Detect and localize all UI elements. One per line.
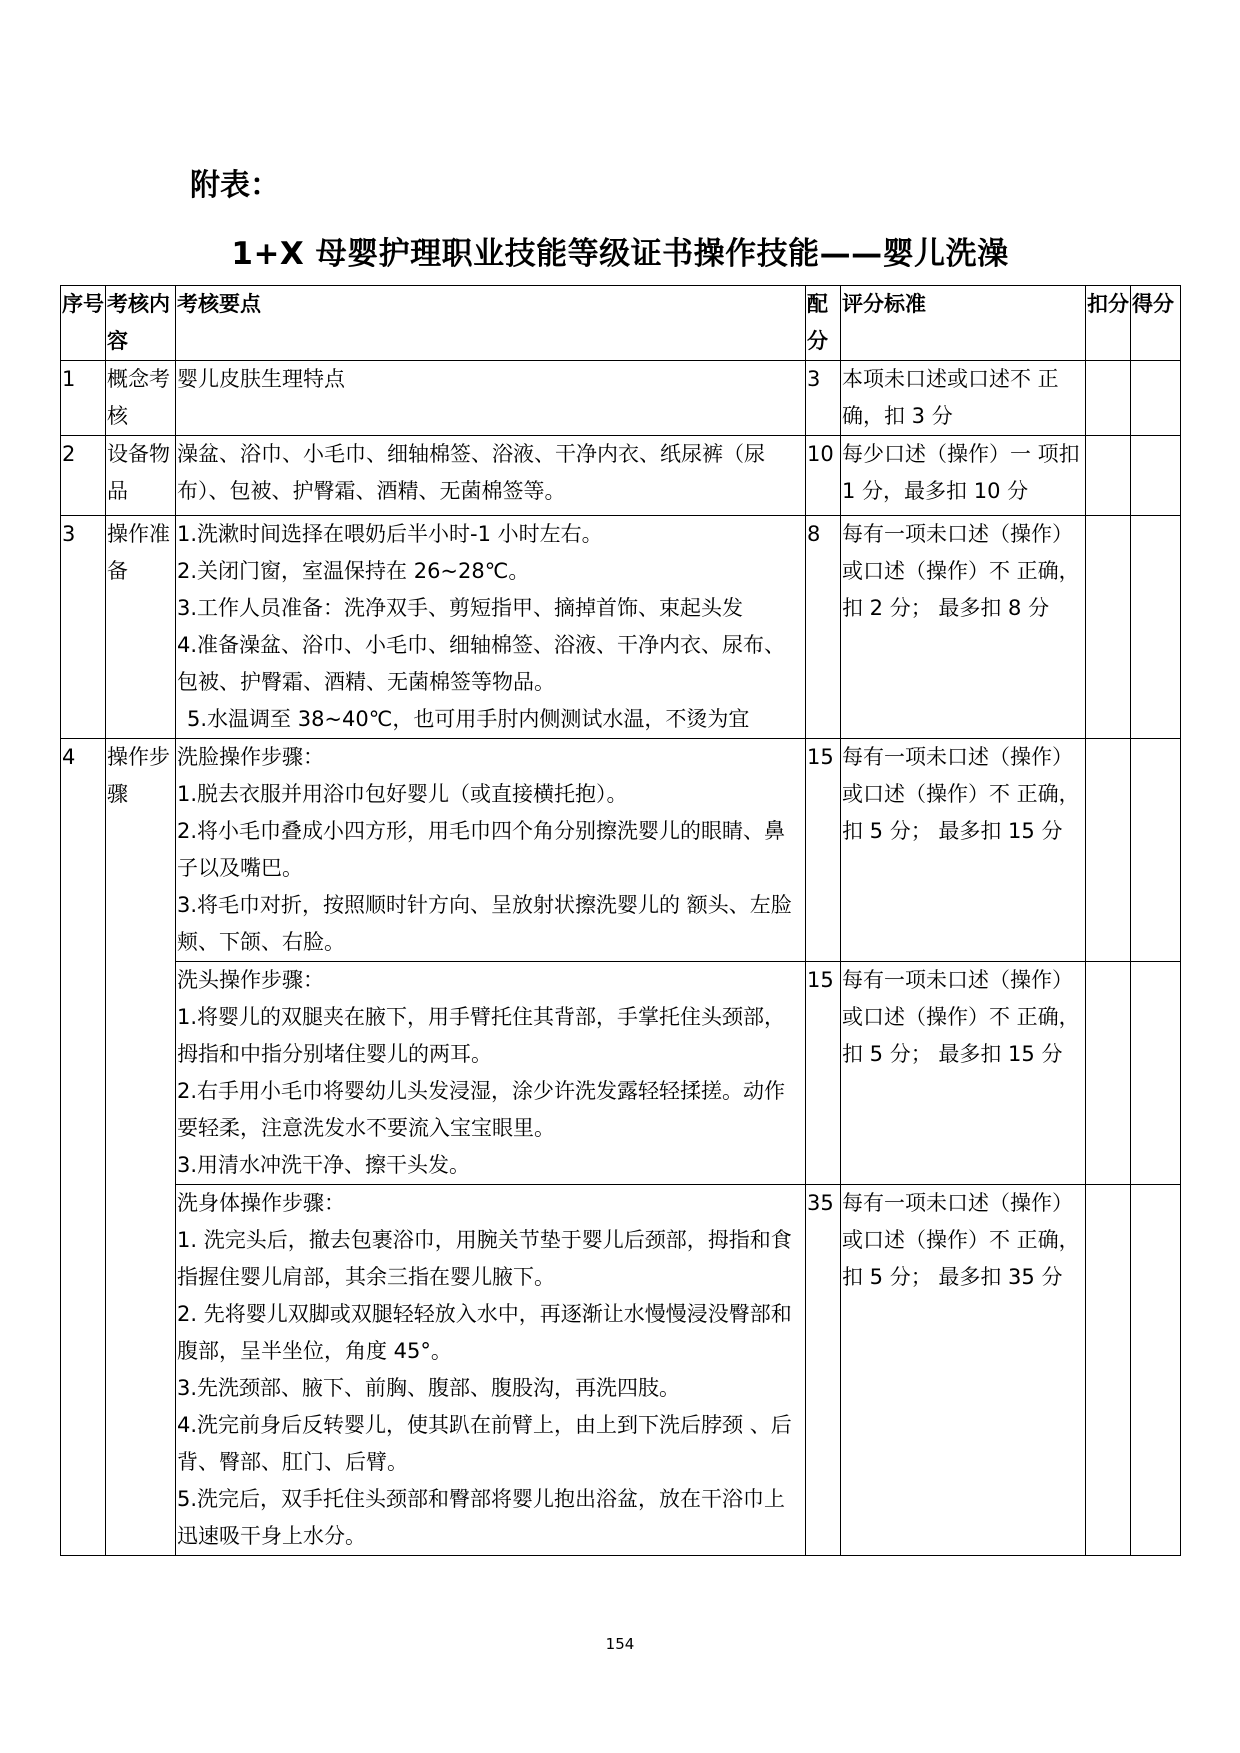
table-row <box>61 962 1181 1185</box>
cell-content: 概念考核 <box>106 361 176 436</box>
cell-points <box>176 516 806 739</box>
cell-criteria: 每少口述（操作）一 项扣 1 分，最多扣 10 分 <box>841 436 1086 516</box>
point-line: 婴儿皮肤生理特点 <box>177 367 345 391</box>
point-line: 洗脸操作步骤： <box>177 745 324 769</box>
cell-points <box>176 739 806 962</box>
cell-deduct <box>1086 1185 1131 1556</box>
cell-no: 4 <box>61 739 106 1556</box>
point-line: 2. 先将婴儿双脚或双腿轻轻放入水中，再逐渐让水慢慢浸没臀部和腹部，呈半坐位，角度 45°。 <box>177 1302 792 1363</box>
cell-get <box>1131 516 1181 739</box>
cell-criteria: 每有一项未口述（操作）或口述（操作）不 正确，扣 2 分； 最多扣 8 分 <box>841 516 1086 739</box>
cell-score: 3 <box>806 361 841 436</box>
cell-get <box>1131 361 1181 436</box>
header-no: 序号 <box>61 286 106 361</box>
header-get: 得分 <box>1131 286 1181 361</box>
table-row <box>61 739 1181 962</box>
cell-score: 8 <box>806 516 841 739</box>
cell-criteria: 每有一项未口述（操作）或口述（操作）不 正确，扣 5 分； 最多扣 15 分 <box>841 739 1086 962</box>
table-row <box>61 1185 1181 1556</box>
cell-get <box>1131 1185 1181 1556</box>
table-row <box>61 516 1181 739</box>
point-line: 4.准备澡盆、浴巾、小毛巾、细轴棉签、浴液、干净内衣、尿布、包被、护臀霜、酒精、无菌棉签等物品。 <box>177 633 786 694</box>
cell-points <box>176 962 806 1185</box>
point-line: 2.将小毛巾叠成小四方形，用毛巾四个角分别擦洗婴儿的眼睛、鼻子以及嘴巴。 <box>177 819 786 880</box>
cell-get <box>1131 739 1181 962</box>
scoring-table <box>60 285 1181 1556</box>
header-score: 配分 <box>806 286 841 361</box>
cell-points <box>176 361 806 436</box>
point-line: 1. 洗完头后，撤去包裹浴巾，用腕关节垫于婴儿后颈部，拇指和食指握住婴儿肩部，其余三指在婴儿腋下。 <box>177 1228 792 1289</box>
cell-criteria: 本项未口述或口述不 正确，扣 3 分 <box>841 361 1086 436</box>
header-content: 考核内容 <box>106 286 176 361</box>
point-line: 2.关闭门窗，室温保持在 26~28℃。 <box>177 559 530 583</box>
cell-no: 2 <box>61 436 106 516</box>
cell-criteria: 每有一项未口述（操作）或口述（操作）不 正确，扣 5 分； 最多扣 35 分 <box>841 1185 1086 1556</box>
point-line: 澡盆、浴巾、小毛巾、细轴棉签、浴液、干净内衣、纸尿裤（尿布）、包被、护臀霜、酒精、无菌棉签等。 <box>177 442 765 503</box>
header-criteria: 评分标准 <box>841 286 1086 361</box>
point-line: 1.脱去衣服并用浴巾包好婴儿（或直接横托抱）。 <box>177 782 628 806</box>
appendix-label: 附表： <box>190 168 280 203</box>
cell-deduct <box>1086 436 1131 516</box>
table-header-row <box>61 286 1181 361</box>
cell-deduct <box>1086 962 1131 1185</box>
cell-content: 操作步骤 <box>106 739 176 1556</box>
cell-score: 15 <box>806 739 841 962</box>
point-line: 3.先洗颈部、腋下、前胸、腹部、腹股沟，再洗四肢。 <box>177 1376 681 1400</box>
cell-score: 35 <box>806 1185 841 1556</box>
point-line: 5.水温调至 38~40℃，也可用手肘内侧测试水温，不烫为宜 <box>187 707 750 731</box>
point-line: 4.洗完前身后反转婴儿，使其趴在前臂上，由上到下洗后脖颈 、后背、臀部、肛门、后臂。 <box>177 1413 792 1474</box>
page-number: 154 <box>605 1635 635 1653</box>
point-line: 洗身体操作步骤： <box>177 1191 345 1215</box>
point-line: 2.右手用小毛巾将婴幼儿头发浸湿，涂少许洗发露轻轻揉搓。动作要轻柔，注意洗发水不要流入宝宝眼里。 <box>177 1079 786 1140</box>
cell-criteria: 每有一项未口述（操作）或口述（操作）不 正确，扣 5 分； 最多扣 15 分 <box>841 962 1086 1185</box>
cell-content: 设备物品 <box>106 436 176 516</box>
point-line: 3.用清水冲洗干净、擦干头发。 <box>177 1153 471 1177</box>
point-line: 洗头操作步骤： <box>177 968 324 992</box>
cell-deduct <box>1086 361 1131 436</box>
cell-content: 操作准备 <box>106 516 176 739</box>
table-row <box>61 361 1181 436</box>
cell-score: 10 <box>806 436 841 516</box>
header-points: 考核要点 <box>176 286 806 361</box>
document-title: 1+X 母婴护理职业技能等级证书操作技能——婴儿洗澡 <box>231 236 1009 272</box>
cell-no: 1 <box>61 361 106 436</box>
point-line: 3.工作人员准备：洗净双手、剪短指甲、摘掉首饰、束起头发 <box>177 596 744 620</box>
point-line: 5.洗完后，双手托住头颈部和臀部将婴儿抱出浴盆，放在干浴巾上迅速吸干身上水分。 <box>177 1487 786 1548</box>
point-line: 1.洗漱时间选择在喂奶后半小时-1 小时左右。 <box>177 522 603 546</box>
point-line: 1.将婴儿的双腿夹在腋下，用手臂托住其背部，手掌托住头颈部，拇指和中指分别堵住婴儿的两耳。 <box>177 1005 786 1066</box>
cell-deduct <box>1086 516 1131 739</box>
cell-score: 15 <box>806 962 841 1185</box>
cell-points <box>176 436 806 516</box>
table-row <box>61 436 1181 516</box>
cell-points <box>176 1185 806 1556</box>
cell-get <box>1131 962 1181 1185</box>
header-deduct: 扣分 <box>1086 286 1131 361</box>
cell-deduct <box>1086 739 1131 962</box>
cell-no: 3 <box>61 516 106 739</box>
point-line: 3.将毛巾对折，按照顺时针方向、呈放射状擦洗婴儿的 额头、左脸颊、下颌、右脸。 <box>177 893 792 954</box>
cell-get <box>1131 436 1181 516</box>
